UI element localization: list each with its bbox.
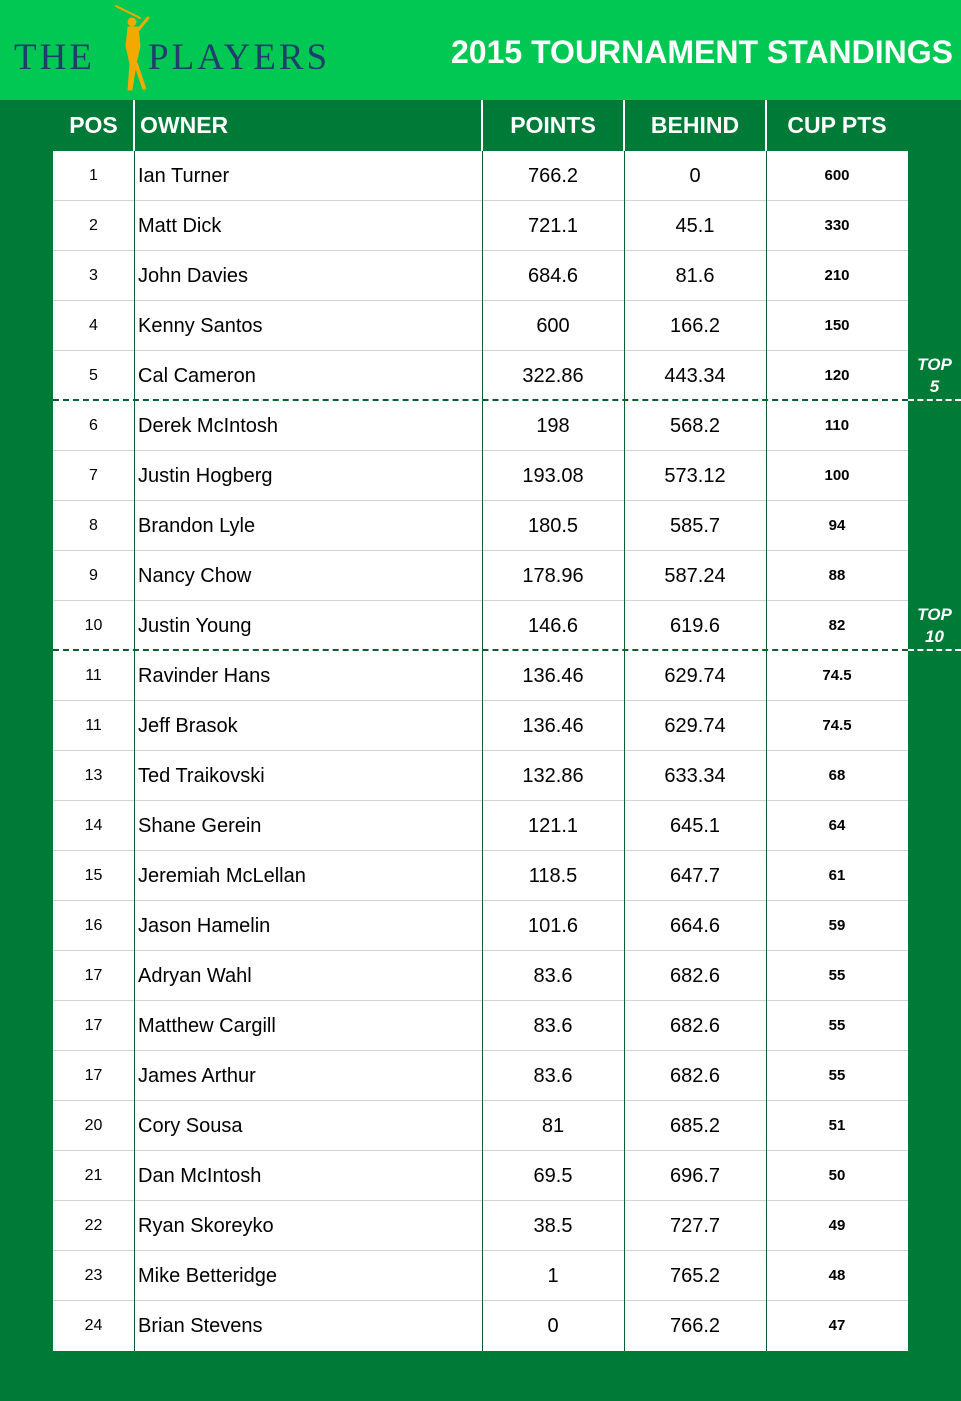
top-5-label <box>908 354 961 398</box>
pos-cell: 11 <box>85 717 102 734</box>
points-cell: 83.6 <box>533 965 573 987</box>
cup-pts-cell: 48 <box>828 1267 846 1284</box>
owner-cell: Mike Betteridge <box>138 1265 277 1287</box>
table-row <box>53 1301 908 1351</box>
owner-cell: Dan McIntosh <box>138 1165 262 1187</box>
top-10-label-line2: 10 <box>925 627 944 646</box>
table-row <box>53 651 908 701</box>
cup-pts-cell: 68 <box>828 767 846 784</box>
points-cell: 136.46 <box>522 715 584 737</box>
behind-cell: 682.6 <box>669 1065 721 1087</box>
points-cell: 0 <box>547 1315 559 1337</box>
points-cell: 121.1 <box>527 815 579 837</box>
table-row <box>53 401 908 451</box>
points-cell: 180.5 <box>527 515 579 537</box>
owner-cell: Kenny Santos <box>138 315 263 337</box>
cup-pts-cell: 94 <box>828 517 846 534</box>
pos-cell: 6 <box>89 417 98 434</box>
cup-pts-cell: 600 <box>824 167 850 184</box>
behind-cell: 629.74 <box>664 715 726 737</box>
column-header-owner: OWNER <box>140 112 229 138</box>
pos-cell: 17 <box>84 967 103 984</box>
points-cell: 193.08 <box>522 465 584 487</box>
pos-cell: 17 <box>84 1017 103 1034</box>
behind-cell: 766.2 <box>669 1315 721 1337</box>
pos-cell: 8 <box>89 517 98 534</box>
column-divider <box>766 151 767 1351</box>
behind-cell: 633.34 <box>664 765 726 787</box>
points-cell: 118.5 <box>528 865 578 887</box>
pos-cell: 3 <box>89 267 98 284</box>
cup-pts-cell: 210 <box>824 267 850 284</box>
pos-cell: 14 <box>84 817 103 834</box>
pos-cell: 4 <box>89 317 98 334</box>
owner-cell: Ted Traikovski <box>138 765 265 787</box>
table-row <box>53 301 908 351</box>
players-logo <box>14 4 354 96</box>
pos-cell: 16 <box>84 917 103 934</box>
header-divider <box>765 100 767 151</box>
table-row <box>53 901 908 951</box>
pos-cell: 22 <box>84 1217 103 1234</box>
header-banner <box>0 0 961 100</box>
pos-cell: 1 <box>89 167 98 184</box>
cup-pts-cell: 120 <box>824 367 850 384</box>
behind-cell: 696.7 <box>669 1165 721 1187</box>
pos-cell: 5 <box>89 367 98 384</box>
cup-pts-cell: 55 <box>828 1017 846 1034</box>
behind-cell: 585.7 <box>669 515 721 537</box>
table-row <box>53 701 908 751</box>
behind-cell: 443.34 <box>664 365 726 387</box>
owner-cell: Cal Cameron <box>138 365 256 387</box>
owner-cell: Brandon Lyle <box>138 515 256 537</box>
cup-pts-cell: 100 <box>824 467 850 484</box>
behind-cell: 645.1 <box>669 815 721 837</box>
pos-cell: 13 <box>84 767 103 784</box>
cup-pts-cell: 50 <box>828 1167 846 1184</box>
table-row <box>53 751 908 801</box>
points-cell: 766.2 <box>527 165 579 187</box>
table-row <box>53 151 908 201</box>
behind-cell: 568.2 <box>669 415 721 437</box>
owner-cell: Ryan Skoreyko <box>138 1215 274 1237</box>
owner-cell: John Davies <box>138 265 249 287</box>
points-cell: 600 <box>536 315 570 337</box>
cup-pts-cell: 55 <box>828 1067 846 1084</box>
cup-pts-cell: 47 <box>828 1317 846 1334</box>
column-divider <box>624 151 625 1351</box>
column-header-cup-pts: CUP PTS <box>787 112 887 138</box>
header-divider <box>133 100 135 151</box>
table-row <box>53 1201 908 1251</box>
cup-pts-cell: 74.5 <box>822 667 852 684</box>
logo-the-text: THE <box>14 37 95 78</box>
owner-cell: Justin Hogberg <box>138 465 273 487</box>
points-cell: 721.1 <box>527 215 579 237</box>
cup-pts-cell: 82 <box>828 617 846 634</box>
pos-cell: 2 <box>89 217 98 234</box>
cup-pts-cell: 55 <box>828 967 846 984</box>
points-cell: 83.6 <box>533 1065 573 1087</box>
header-divider <box>481 100 483 151</box>
table-row <box>53 251 908 301</box>
owner-cell: Shane Gerein <box>138 815 262 837</box>
behind-cell: 682.6 <box>669 965 721 987</box>
points-cell: 136.46 <box>522 665 584 687</box>
logo-players-text: PLAYERS <box>148 37 331 78</box>
behind-cell: 664.6 <box>669 915 721 937</box>
top-5-label-line2: 5 <box>929 377 940 396</box>
owner-cell: Cory Sousa <box>138 1115 243 1137</box>
owner-cell: Nancy Chow <box>138 565 252 587</box>
column-divider <box>482 151 483 1351</box>
points-cell: 83.6 <box>533 1015 573 1037</box>
behind-cell: 765.2 <box>669 1265 721 1287</box>
table-row <box>53 351 908 401</box>
table-row <box>53 601 908 651</box>
points-cell: 146.6 <box>527 615 579 637</box>
table-row <box>53 1151 908 1201</box>
behind-cell: 629.74 <box>664 665 726 687</box>
owner-cell: Jeff Brasok <box>138 715 238 737</box>
points-cell: 132.86 <box>522 765 584 787</box>
behind-cell: 0 <box>689 165 701 187</box>
top-10-label <box>908 604 961 648</box>
points-cell: 322.86 <box>522 365 584 387</box>
cup-pts-cell: 59 <box>828 917 846 934</box>
column-header-pos: POS <box>69 112 118 138</box>
table-row <box>53 1101 908 1151</box>
points-cell: 38.5 <box>533 1215 573 1237</box>
cup-pts-cell: 49 <box>828 1217 846 1234</box>
pos-cell: 11 <box>85 667 102 684</box>
owner-cell: Matthew Cargill <box>138 1015 276 1037</box>
cup-pts-cell: 51 <box>828 1117 846 1134</box>
points-cell: 101.6 <box>527 915 579 937</box>
behind-cell: 81.6 <box>675 265 715 287</box>
behind-cell: 573.12 <box>664 465 726 487</box>
column-divider <box>134 151 135 1351</box>
table-row <box>53 1001 908 1051</box>
table-row <box>53 851 908 901</box>
table-row <box>53 501 908 551</box>
table-row <box>53 201 908 251</box>
pos-cell: 7 <box>89 467 98 484</box>
top-10-label-line1: TOP <box>917 605 952 624</box>
owner-cell: Justin Young <box>138 615 252 637</box>
table-row <box>53 801 908 851</box>
behind-cell: 727.7 <box>669 1215 721 1237</box>
cup-pts-cell: 330 <box>824 217 850 234</box>
pos-cell: 24 <box>84 1317 103 1334</box>
cup-pts-cell: 88 <box>828 567 846 584</box>
top-10-divider <box>908 649 961 651</box>
pos-cell: 9 <box>89 567 98 584</box>
pos-cell: 10 <box>84 617 103 634</box>
behind-cell: 619.6 <box>669 615 721 637</box>
pos-cell: 15 <box>84 867 103 884</box>
cup-pts-cell: 64 <box>828 817 846 834</box>
pos-cell: 20 <box>84 1117 103 1134</box>
pos-cell: 23 <box>84 1267 103 1284</box>
owner-cell: Adryan Wahl <box>138 965 252 987</box>
owner-cell: Matt Dick <box>138 215 222 237</box>
header-divider <box>623 100 625 151</box>
table-row <box>53 951 908 1001</box>
points-cell: 81 <box>541 1115 565 1137</box>
table-row <box>53 1051 908 1101</box>
points-cell: 198 <box>536 415 570 437</box>
points-cell: 1 <box>547 1265 559 1287</box>
pos-cell: 21 <box>84 1167 103 1184</box>
table-row <box>53 551 908 601</box>
column-header-points: POINTS <box>510 112 596 138</box>
table-row <box>53 1251 908 1301</box>
top-5-divider <box>908 399 961 401</box>
points-cell: 684.6 <box>527 265 579 287</box>
owner-cell: Ian Turner <box>138 165 230 187</box>
owner-cell: Derek McIntosh <box>138 415 279 437</box>
top-5-label-line1: TOP <box>917 355 952 374</box>
behind-cell: 682.6 <box>669 1015 721 1037</box>
table-row <box>53 451 908 501</box>
behind-cell: 587.24 <box>664 565 726 587</box>
behind-cell: 45.1 <box>675 215 715 237</box>
cup-pts-cell: 74.5 <box>822 717 852 734</box>
behind-cell: 685.2 <box>669 1115 721 1137</box>
standings-table <box>53 151 908 1351</box>
owner-cell: Ravinder Hans <box>138 665 271 687</box>
behind-cell: 166.2 <box>669 315 721 337</box>
column-header-behind: BEHIND <box>650 112 740 138</box>
owner-cell: Jeremiah McLellan <box>138 865 306 887</box>
behind-cell: 647.7 <box>669 865 721 887</box>
points-cell: 69.5 <box>533 1165 573 1187</box>
cup-pts-cell: 61 <box>828 867 846 884</box>
cup-pts-cell: 110 <box>824 417 850 434</box>
owner-cell: James Arthur <box>138 1065 256 1087</box>
owner-cell: Jason Hamelin <box>138 915 271 937</box>
owner-cell: Brian Stevens <box>138 1315 263 1337</box>
pos-cell: 17 <box>84 1067 103 1084</box>
points-cell: 178.96 <box>522 565 584 587</box>
page-title: 2015 TOURNAMENT STANDINGS <box>451 34 953 70</box>
cup-pts-cell: 150 <box>824 317 850 334</box>
